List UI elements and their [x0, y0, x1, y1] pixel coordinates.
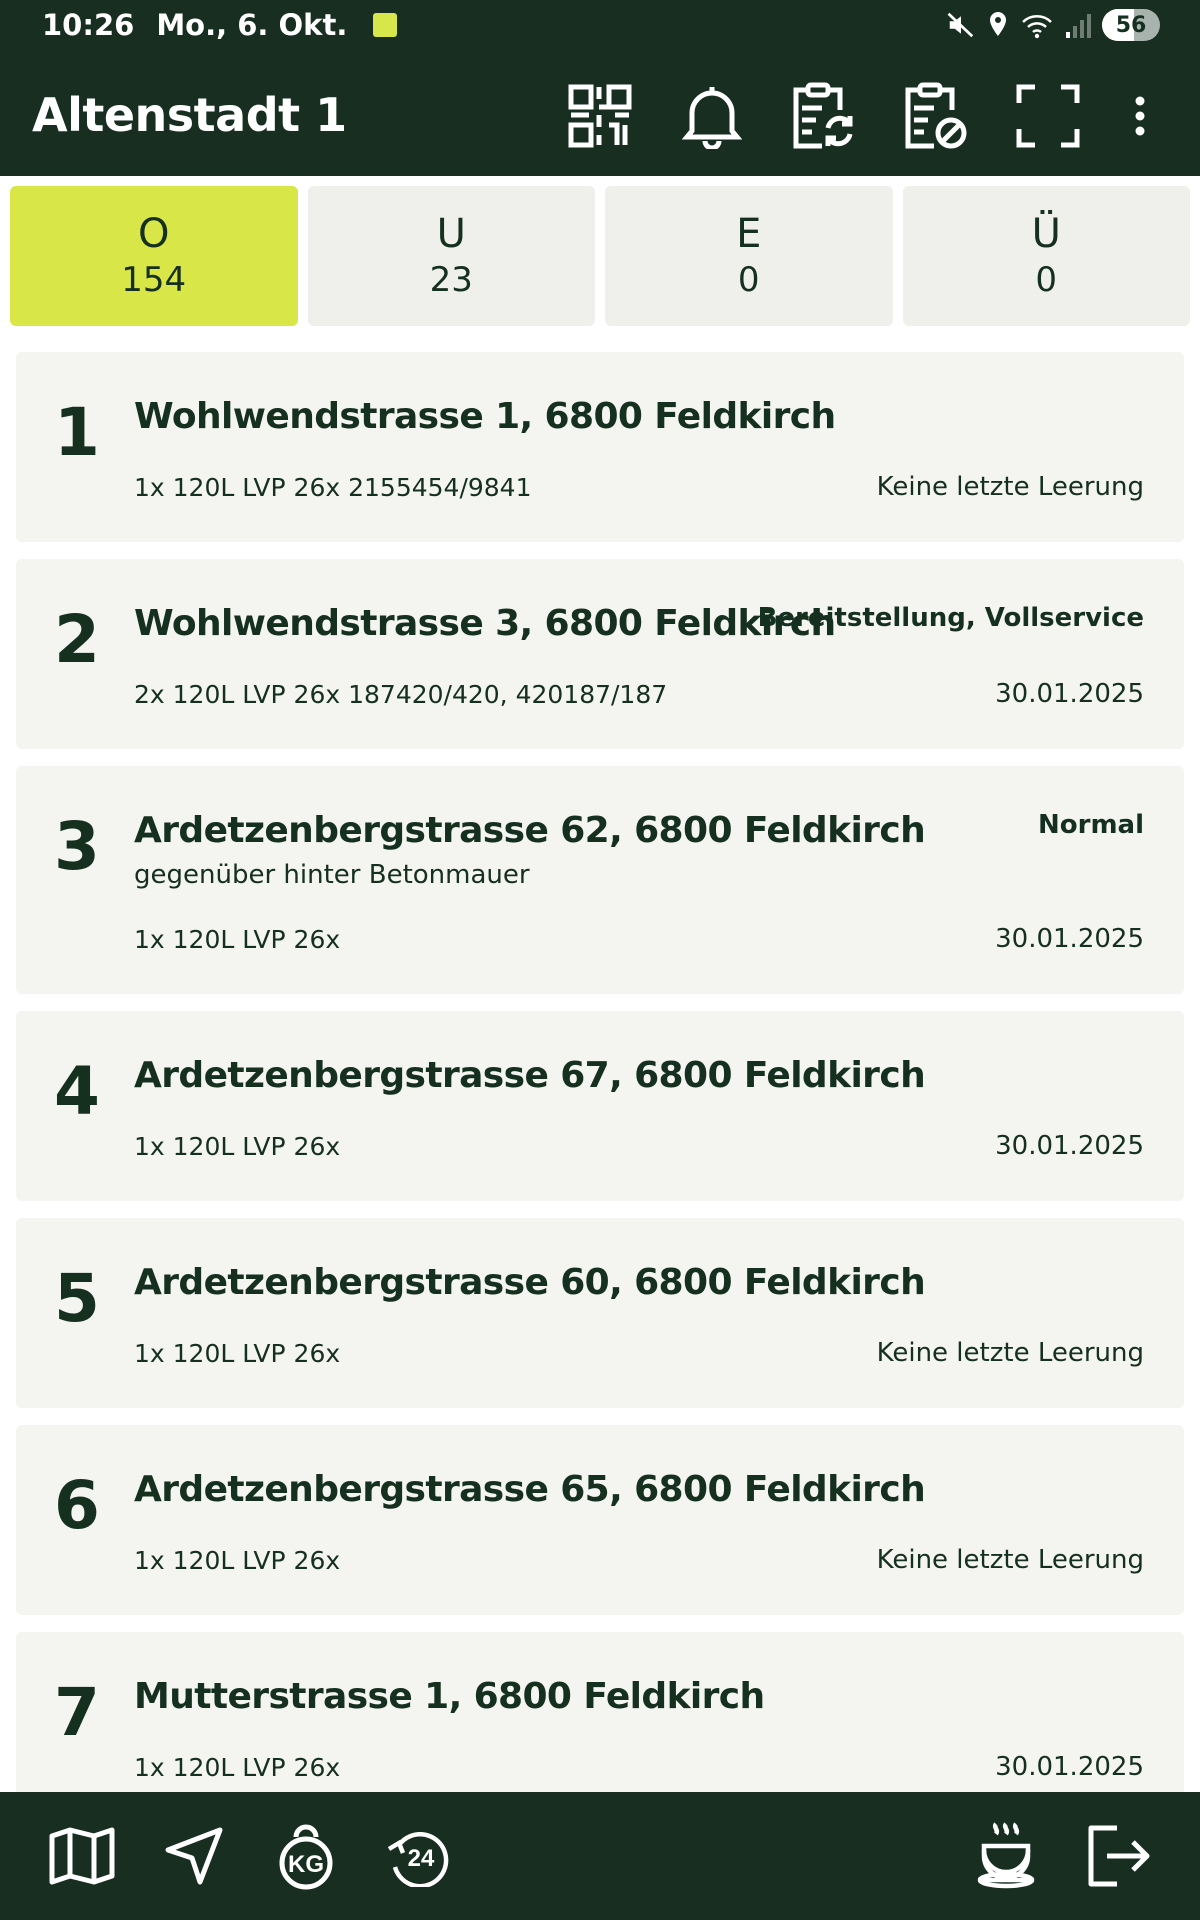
stop-address: Ardetzenbergstrasse 67, 6800 Feldkirch — [134, 1055, 926, 1096]
qr-code-icon[interactable] — [562, 78, 638, 154]
stop-last-emptying: 30.01.2025 — [995, 679, 1144, 709]
stop-number: 4 — [54, 1053, 100, 1130]
stop-number: 3 — [54, 808, 100, 885]
stop-bins: 1x 120L LVP 26x 2155454/9841 — [134, 473, 532, 502]
stop-card[interactable] — [16, 1011, 1184, 1201]
stop-bins: 1x 120L LVP 26x — [134, 925, 341, 954]
stop-address: Ardetzenbergstrasse 60, 6800 Feldkirch — [134, 1262, 926, 1303]
tab-open[interactable] — [10, 186, 298, 326]
stop-card[interactable] — [16, 1425, 1184, 1615]
stop-service-tag: Normal — [1038, 810, 1144, 840]
status-time: 10:26 — [42, 8, 135, 42]
location-icon — [986, 10, 1010, 40]
svg-text:KG: KG — [288, 1851, 324, 1878]
tab-count: 23 — [429, 260, 473, 300]
more-vert-icon[interactable] — [1102, 78, 1178, 154]
stop-card[interactable] — [16, 766, 1184, 994]
tab-u[interactable] — [308, 186, 596, 326]
status-bar — [0, 0, 1200, 50]
fullscreen-icon[interactable] — [1010, 78, 1086, 154]
tab-count: 0 — [737, 260, 760, 300]
tab-count: 0 — [1035, 260, 1058, 300]
title-row — [0, 60, 1200, 170]
status-icons — [946, 9, 1160, 41]
stop-address: Wohlwendstrasse 3, 6800 Feldkirch — [134, 603, 836, 644]
status-tabs — [10, 186, 1190, 326]
tab-e[interactable] — [605, 186, 893, 326]
stop-number: 6 — [54, 1467, 100, 1544]
toolbar-actions — [0, 60, 1200, 170]
bottom-nav — [0, 1792, 1200, 1920]
clipboard-sync-icon[interactable] — [784, 78, 860, 154]
coffee-break-icon[interactable] — [964, 1814, 1048, 1898]
tab-letter: Ü — [1031, 211, 1061, 257]
navigate-icon[interactable] — [152, 1814, 236, 1898]
stop-last-emptying: 30.01.2025 — [995, 1752, 1144, 1782]
stop-address: Ardetzenbergstrasse 65, 6800 Feldkirch — [134, 1469, 926, 1510]
stop-service-tag: Bereitstellung, Vollservice — [757, 603, 1144, 633]
stop-number: 7 — [54, 1674, 100, 1751]
stop-last-emptying: Keine letzte Leerung — [876, 1338, 1144, 1368]
clipboard-blocked-icon[interactable] — [896, 78, 972, 154]
stop-bins: 2x 120L LVP 26x 187420/420, 420187/187 — [134, 680, 668, 709]
logout-icon[interactable] — [1078, 1814, 1162, 1898]
24h-icon[interactable] — [376, 1814, 460, 1898]
stop-last-emptying: 30.01.2025 — [995, 924, 1144, 954]
svg-text:24: 24 — [407, 1845, 435, 1872]
stop-card[interactable] — [16, 1218, 1184, 1408]
map-icon[interactable] — [40, 1814, 124, 1898]
stop-last-emptying: Keine letzte Leerung — [876, 1545, 1144, 1575]
stop-card[interactable] — [16, 352, 1184, 542]
stop-last-emptying: Keine letzte Leerung — [876, 472, 1144, 502]
stop-bins: 1x 120L LVP 26x — [134, 1339, 341, 1368]
tab-count: 154 — [121, 260, 187, 300]
stop-last-emptying: 30.01.2025 — [995, 1131, 1144, 1161]
stop-number: 1 — [54, 394, 100, 471]
stop-bins: 1x 120L LVP 26x — [134, 1546, 341, 1575]
page-title: Altenstadt 1 — [32, 88, 347, 142]
tab-letter: E — [736, 211, 762, 257]
status-date: Mo., 6. Okt. — [156, 8, 348, 42]
stop-address: Mutterstrasse 1, 6800 Feldkirch — [134, 1676, 765, 1717]
tab-letter: U — [436, 211, 466, 257]
stop-bins: 1x 120L LVP 26x — [134, 1132, 341, 1161]
battery-level: 56 — [1115, 12, 1147, 38]
stop-address: Ardetzenbergstrasse 62, 6800 Feldkirch — [134, 810, 926, 851]
battery-icon — [1102, 9, 1160, 41]
weight-kg-icon[interactable] — [264, 1814, 348, 1898]
stop-note: gegenüber hinter Betonmauer — [134, 860, 530, 890]
stop-number: 5 — [54, 1260, 100, 1337]
app-bar — [0, 0, 1200, 176]
tab-letter: O — [138, 211, 170, 257]
notification-icon — [373, 13, 397, 37]
stop-card[interactable] — [16, 1632, 1184, 1792]
stop-address: Wohlwendstrasse 1, 6800 Feldkirch — [134, 396, 836, 437]
mute-icon — [946, 10, 976, 40]
bell-icon[interactable] — [674, 78, 750, 154]
stop-card[interactable] — [16, 559, 1184, 749]
stop-list — [16, 352, 1184, 1792]
stop-bins: 1x 120L LVP 26x — [134, 1753, 341, 1782]
tab-ue[interactable] — [903, 186, 1191, 326]
wifi-icon — [1020, 10, 1054, 40]
signal-icon — [1064, 10, 1092, 40]
stop-number: 2 — [54, 601, 100, 678]
